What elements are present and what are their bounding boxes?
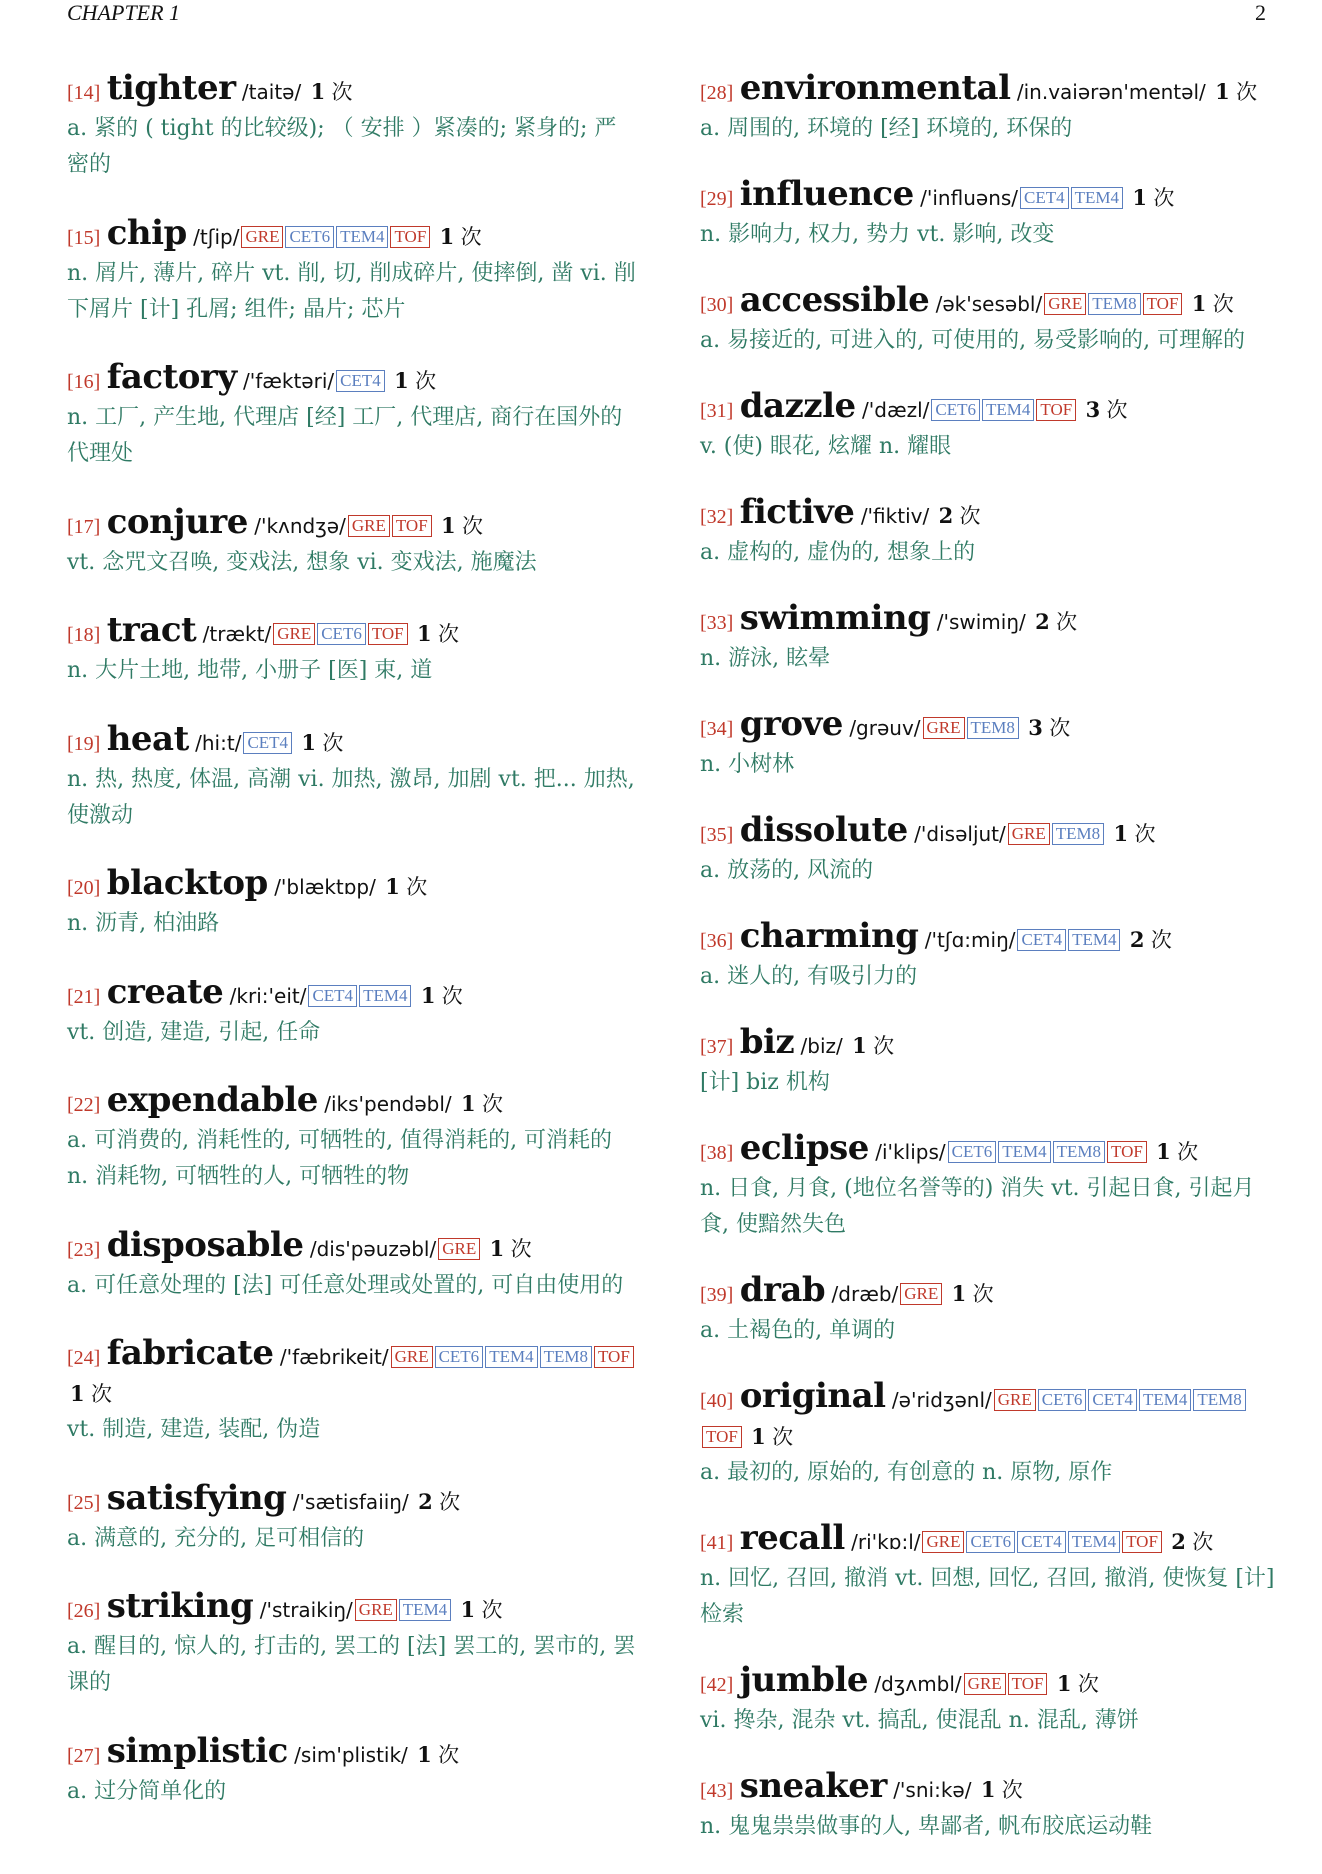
occurrence-count: 1: [394, 368, 409, 393]
exam-tag: TEM4: [336, 226, 388, 248]
count-unit: 次: [415, 369, 437, 393]
phonetic: /'tʃɑ:miŋ/: [924, 928, 1016, 952]
entry-headline: [67, 1082, 637, 1123]
count-unit: 次: [481, 1598, 503, 1622]
count-unit: 次: [1192, 1530, 1214, 1554]
exam-tag: GRE: [438, 1238, 480, 1260]
occurrence-count: 1: [420, 982, 436, 1008]
headword: drab: [739, 1270, 826, 1310]
entry-headline: [700, 282, 1275, 323]
headword: biz: [739, 1022, 795, 1062]
phonetic: /'fæktəri/: [242, 369, 335, 393]
entry-headline: [67, 1588, 637, 1629]
definition: a. 易接近的, 可进入的, 可使用的, 易受影响的, 可理解的: [700, 328, 1246, 353]
exam-tag: TOF: [1107, 1141, 1147, 1163]
entry-index: [35]: [700, 824, 734, 846]
phonetic: /hi:t/: [195, 730, 242, 755]
occurrence-count: 2: [418, 1488, 433, 1514]
entry-index: [17]: [67, 515, 101, 538]
count-unit: 次: [1212, 292, 1234, 316]
entry-index: [14]: [67, 82, 101, 104]
entry-index: [37]: [700, 1036, 734, 1058]
count-unit: 次: [439, 1489, 461, 1514]
headword: fictive: [739, 492, 855, 532]
count-unit: 次: [1177, 1140, 1199, 1164]
exam-tag: TEM8: [1088, 293, 1140, 315]
word-entry: [67, 718, 637, 834]
exam-tag: TEM4: [1068, 929, 1120, 951]
occurrence-count: 1: [1156, 1139, 1171, 1164]
phonetic: /grəuv/: [849, 716, 921, 740]
count-unit: 次: [1077, 1672, 1099, 1696]
count-unit: 次: [972, 1282, 994, 1306]
count-unit: 次: [1056, 610, 1078, 634]
entry-headline: [67, 70, 637, 111]
definition: a. 最初的, 原始的, 有创意的 n. 原物, 原作: [700, 1460, 1113, 1485]
word-entry: [67, 971, 637, 1051]
exam-tag: GRE: [391, 1346, 433, 1368]
word-entry: [67, 1335, 637, 1448]
count-unit: 次: [441, 983, 463, 1008]
exam-tag: TEM4: [1071, 187, 1123, 209]
entry-index: [41]: [700, 1532, 734, 1554]
exam-tag: TOF: [368, 623, 408, 645]
count-unit: 次: [90, 1382, 112, 1406]
exam-tag: GRE: [922, 1531, 964, 1553]
definition: n. 影响力, 权力, 势力 vt. 影响, 改变: [700, 222, 1055, 247]
definition: a. 迷人的, 有吸引力的: [700, 964, 918, 989]
word-entry: [700, 600, 1275, 677]
entry-index: [16]: [67, 371, 101, 393]
definition: a. 可消费的, 消耗性的, 可牺牲的, 值得消耗的, 可消耗的 n. 消耗物, 可牺牲的人, 可牺牲的物: [67, 1128, 613, 1189]
definition: a. 土褐色的, 单调的: [700, 1318, 896, 1343]
word-entry: [700, 1378, 1275, 1491]
left-column: [67, 70, 637, 1841]
exam-tag: TEM8: [1053, 1141, 1105, 1163]
headword: environmental: [739, 68, 1011, 108]
count-unit: 次: [322, 730, 344, 755]
occurrence-count: 3: [1028, 715, 1043, 740]
exam-tag: TOF: [1008, 1673, 1048, 1695]
exam-tag: TEM4: [1139, 1389, 1191, 1411]
phonetic: /ri'kɒ:l/: [851, 1530, 921, 1554]
definition: v. (使) 眼花, 炫耀 n. 耀眼: [700, 434, 952, 459]
entry-index: [31]: [700, 400, 734, 422]
page-header: [67, 0, 1266, 28]
headword: dazzle: [739, 386, 856, 426]
entry-index: [30]: [700, 294, 734, 316]
definition: vt. 创造, 建造, 引起, 任命: [67, 1019, 321, 1045]
entry-index: [33]: [700, 612, 734, 634]
definition: vi. 搀杂, 混杂 vt. 搞乱, 使混乱 n. 混乱, 薄饼: [700, 1708, 1139, 1733]
definition: n. 沥青, 柏油路: [67, 911, 220, 936]
definition: vt. 念咒文召唤, 变戏法, 想象 vi. 变戏法, 施魔法: [67, 549, 537, 575]
word-entry: [700, 812, 1275, 889]
occurrence-count: 1: [310, 79, 326, 104]
headword: disposable: [106, 1224, 304, 1265]
exam-tag: CET6: [948, 1141, 997, 1163]
entry-index: [21]: [67, 985, 101, 1008]
definition: n. 日食, 月食, (地位名誉等的) 消失 vt. 引起日食, 引起月食, 使黯然失色: [700, 1176, 1255, 1237]
exam-tag: GRE: [1008, 823, 1050, 845]
headword: create: [106, 971, 224, 1012]
word-entry: [700, 918, 1275, 995]
occurrence-count: 1: [1132, 185, 1148, 210]
entry-index: [23]: [67, 1238, 101, 1261]
definition: n. 屑片, 薄片, 碎片 vt. 削, 切, 削成碎片, 使摔倒, 凿 vi. 削下屑片 [计] 孔屑; 组件; 晶片; 芯片: [67, 260, 636, 322]
entry-index: [20]: [67, 877, 101, 899]
exam-tag: CET6: [931, 399, 980, 421]
exam-tag: GRE: [348, 515, 390, 537]
phonetic: /sim'plistik/: [294, 1742, 408, 1767]
word-entry: [700, 1130, 1275, 1243]
phonetic: /taitə/: [241, 80, 302, 104]
entry-headline: [67, 212, 637, 256]
page-number: 2: [1255, 0, 1266, 25]
phonetic: /'dæzl/: [862, 398, 930, 422]
occurrence-count: 1: [751, 1424, 766, 1449]
exam-tag: TEM4: [485, 1346, 537, 1368]
headword: conjure: [106, 501, 248, 542]
exam-tag: CET6: [1038, 1389, 1087, 1411]
phonetic: /'fæbrikeit/: [279, 1345, 389, 1369]
entry-index: [22]: [67, 1094, 101, 1116]
occurrence-count: 1: [417, 621, 432, 646]
entry-headline: [700, 494, 1275, 535]
entry-headline: [700, 70, 1275, 111]
word-entry: [67, 501, 637, 581]
exam-tag: GRE: [923, 717, 965, 739]
right-column: [700, 70, 1275, 1874]
entry-headline: [700, 1378, 1275, 1455]
definition: n. 鬼鬼祟祟做事的人, 卑鄙者, 帆布胶底运动鞋: [700, 1814, 1153, 1839]
word-entry: [67, 1224, 637, 1304]
entry-headline: [67, 1224, 637, 1268]
count-unit: 次: [460, 224, 482, 249]
entry-headline: [700, 1520, 1275, 1561]
entry-index: [24]: [67, 1347, 101, 1369]
entry-headline: [700, 1272, 1275, 1313]
phonetic: /'disəljut/: [914, 822, 1006, 846]
entry-index: [40]: [700, 1390, 734, 1412]
headword: heat: [106, 718, 189, 759]
phonetic: /biz/: [800, 1034, 843, 1058]
headword: simplistic: [106, 1730, 288, 1771]
count-unit: 次: [406, 875, 428, 899]
exam-tag: GRE: [241, 226, 283, 248]
headword: tract: [106, 610, 197, 650]
phonetic: /'sni:kə/: [893, 1778, 972, 1802]
word-entry: [700, 282, 1275, 359]
phonetic: /dis'pəuzəbl/: [309, 1236, 437, 1261]
occurrence-count: 2: [1171, 1529, 1186, 1554]
exam-tag: TEM8: [1052, 823, 1104, 845]
phonetic: /dræb/: [831, 1282, 899, 1306]
entry-headline: [67, 1730, 637, 1774]
entry-index: [42]: [700, 1674, 734, 1696]
occurrence-count: 1: [70, 1381, 85, 1406]
definition: a. 周围的, 环境的 [经] 环境的, 环保的: [700, 116, 1073, 141]
entry-index: [25]: [67, 1491, 101, 1514]
count-unit: 次: [772, 1425, 794, 1449]
exam-tag: GRE: [900, 1283, 942, 1305]
definition: n. 回忆, 召回, 撤消 vt. 回想, 回忆, 召回, 撤消, 使恢复 [计] 检索: [700, 1566, 1275, 1627]
occurrence-count: 1: [951, 1281, 967, 1306]
definition: a. 醒目的, 惊人的, 打击的, 罢工的 [法] 罢工的, 罢市的, 罢课的: [67, 1634, 636, 1695]
headword: accessible: [739, 280, 930, 320]
occurrence-count: 1: [417, 1741, 432, 1767]
occurrence-count: 1: [461, 1091, 476, 1116]
entry-index: [15]: [67, 226, 101, 249]
headword: eclipse: [739, 1128, 869, 1168]
entry-index: [39]: [700, 1284, 734, 1306]
occurrence-count: 1: [1215, 79, 1230, 104]
word-entry: [67, 212, 637, 328]
word-entry: [700, 1662, 1275, 1739]
exam-tag: CET6: [435, 1346, 484, 1368]
exam-tag: TOF: [702, 1426, 742, 1448]
phonetic: /tʃip/: [193, 224, 240, 249]
exam-tag: TOF: [392, 515, 432, 537]
word-entry: [67, 1477, 637, 1557]
occurrence-count: 1: [301, 729, 317, 755]
headword: dissolute: [739, 810, 908, 850]
definition: a. 放荡的, 风流的: [700, 858, 874, 883]
word-entry: [700, 494, 1275, 571]
count-unit: 次: [482, 1092, 504, 1116]
exam-tag: CET4: [1017, 1531, 1066, 1553]
occurrence-count: 2: [1129, 927, 1145, 952]
count-unit: 次: [1001, 1778, 1023, 1802]
word-entry: [700, 706, 1275, 783]
entry-headline: [67, 612, 637, 653]
occurrence-count: 1: [460, 1597, 476, 1622]
occurrence-count: 1: [489, 1235, 505, 1261]
word-entry: [700, 1024, 1275, 1101]
exam-tag: GRE: [355, 1599, 397, 1621]
entry-index: [38]: [700, 1142, 734, 1164]
phonetic: /ə'ridʒənl/: [891, 1388, 992, 1412]
count-unit: 次: [1106, 398, 1128, 422]
word-entry: [700, 1272, 1275, 1349]
occurrence-count: 2: [1035, 609, 1050, 634]
entry-index: [18]: [67, 624, 101, 646]
occurrence-count: 2: [938, 503, 954, 528]
count-unit: 次: [331, 80, 353, 104]
count-unit: 次: [438, 1742, 460, 1767]
occurrence-count: 1: [441, 512, 456, 538]
exam-tag: GRE: [994, 1389, 1036, 1411]
exam-tag: TOF: [1036, 399, 1076, 421]
count-unit: 次: [1153, 186, 1175, 210]
entry-index: [26]: [67, 1600, 101, 1622]
exam-tag: CET4: [308, 985, 357, 1007]
headword: expendable: [106, 1080, 318, 1120]
chapter-title: CHAPTER 1: [67, 0, 181, 25]
entry-index: [19]: [67, 732, 101, 755]
entry-index: [29]: [700, 188, 734, 210]
phonetic: /dʒʌmbl/: [874, 1672, 962, 1696]
phonetic: /'swimiŋ/: [936, 610, 1026, 634]
count-unit: 次: [959, 504, 981, 528]
word-entry: [700, 70, 1275, 147]
exam-tag: TEM4: [998, 1141, 1050, 1163]
entry-index: [34]: [700, 718, 734, 740]
headword: original: [739, 1376, 886, 1416]
count-unit: 次: [510, 1236, 532, 1261]
entry-headline: [67, 865, 637, 906]
exam-tag: TEM4: [359, 985, 411, 1007]
definition: a. 过分简单化的: [67, 1778, 227, 1804]
phonetic: /i'klips/: [875, 1140, 946, 1164]
phonetic: /iks'pendəbl/: [324, 1092, 452, 1116]
word-entry: [700, 1768, 1275, 1845]
word-entry: [67, 1730, 637, 1810]
count-unit: 次: [1134, 822, 1156, 846]
headword: influence: [739, 174, 914, 214]
definition: a. 紧的 ( tight 的比较级); （ 安排 ）紧凑的; 紧身的; 严密的: [67, 116, 617, 177]
entry-headline: [700, 812, 1275, 853]
headword: satisfying: [106, 1477, 287, 1518]
exam-tag: TEM8: [1193, 1389, 1245, 1411]
entry-index: [43]: [700, 1780, 734, 1802]
entry-headline: [700, 1662, 1275, 1703]
count-unit: 次: [437, 622, 459, 646]
definition: n. 小树林: [700, 752, 795, 777]
occurrence-count: 1: [1113, 821, 1129, 846]
entry-index: [36]: [700, 930, 734, 952]
count-unit: 次: [1049, 716, 1071, 740]
entry-index: [32]: [700, 506, 734, 528]
entry-headline: [700, 1130, 1275, 1171]
entry-headline: [700, 1768, 1275, 1809]
phonetic: /ək'sesəbl/: [935, 292, 1043, 316]
entry-headline: [700, 600, 1275, 641]
occurrence-count: 1: [852, 1033, 867, 1058]
count-unit: 次: [873, 1034, 895, 1058]
headword: jumble: [739, 1660, 869, 1700]
exam-tag: TOF: [1143, 293, 1183, 315]
occurrence-count: 3: [1085, 397, 1101, 422]
headword: swimming: [739, 598, 931, 638]
entry-headline: [67, 718, 637, 762]
entry-index: [28]: [700, 82, 734, 104]
entry-headline: [700, 176, 1275, 217]
count-unit: 次: [1236, 80, 1258, 104]
exam-tag: GRE: [1044, 293, 1086, 315]
phonetic: /'blæktɒp/: [274, 875, 376, 899]
headword: fabricate: [106, 1333, 274, 1373]
headword: tighter: [106, 68, 236, 108]
definition: a. 虚构的, 虚伪的, 想象上的: [700, 540, 976, 565]
entry-headline: [700, 918, 1275, 959]
headword: striking: [106, 1586, 254, 1626]
occurrence-count: 1: [1191, 291, 1207, 316]
occurrence-count: 1: [980, 1777, 996, 1802]
exam-tag: TEM4: [982, 399, 1034, 421]
headword: grove: [739, 704, 843, 744]
headword: blacktop: [106, 863, 268, 903]
exam-tag: CET4: [1020, 187, 1069, 209]
headword: factory: [106, 357, 237, 397]
exam-tag: TOF: [390, 226, 430, 248]
phonetic: /'straikiŋ/: [259, 1598, 353, 1622]
occurrence-count: 1: [439, 223, 455, 249]
definition: n. 大片土地, 地带, 小册子 [医] 束, 道: [67, 658, 433, 683]
word-entry: [700, 388, 1275, 465]
definition: [计] biz 机构: [700, 1070, 830, 1095]
word-entry: [67, 70, 637, 183]
count-unit: 次: [462, 513, 483, 538]
phonetic: /kri:'eit/: [229, 983, 307, 1008]
exam-tag: GRE: [273, 623, 315, 645]
definition: n. 工厂, 产生地, 代理店 [经] 工厂, 代理店, 商行在国外的代理处: [67, 405, 623, 466]
exam-tag: TEM8: [967, 717, 1019, 739]
phonetic: /'influəns/: [920, 186, 1019, 210]
count-unit: 次: [1150, 928, 1172, 952]
exam-tag: TOF: [1122, 1531, 1162, 1553]
definition: a. 可任意处理的 [法] 可任意处理或处置的, 可自由使用的: [67, 1272, 624, 1298]
word-entry: [67, 359, 637, 472]
definition: n. 游泳, 眩晕: [700, 646, 831, 671]
entry-headline: [67, 1335, 637, 1412]
word-entry: [700, 176, 1275, 253]
headword: charming: [739, 916, 919, 956]
exam-tag: TEM4: [399, 1599, 451, 1621]
phonetic: /in.vaiərən'mentəl/: [1016, 80, 1206, 104]
entry-index: [27]: [67, 1744, 101, 1767]
exam-tag: CET4: [336, 370, 385, 392]
exam-tag: CET6: [966, 1531, 1015, 1553]
headword: chip: [106, 212, 187, 253]
word-entry: [67, 1588, 637, 1701]
exam-tag: TEM8: [540, 1346, 592, 1368]
entry-headline: [67, 1477, 637, 1521]
word-entry: [700, 1520, 1275, 1633]
exam-tag: CET4: [1017, 929, 1066, 951]
headword: recall: [739, 1518, 845, 1558]
exam-tag: CET4: [243, 732, 292, 754]
phonetic: /'sætisfaiiŋ/: [292, 1489, 409, 1514]
exam-tag: TOF: [594, 1346, 634, 1368]
phonetic: /'kʌndʒə/: [254, 513, 346, 538]
entry-headline: [67, 501, 637, 545]
entry-headline: [67, 971, 637, 1015]
exam-tag: CET6: [285, 226, 334, 248]
definition: a. 满意的, 充分的, 足可相信的: [67, 1525, 365, 1551]
word-entry: [67, 612, 637, 689]
entry-headline: [700, 388, 1275, 429]
exam-tag: TEM4: [1068, 1531, 1120, 1553]
entry-headline: [67, 359, 637, 400]
exam-tag: CET4: [1088, 1389, 1137, 1411]
entry-headline: [700, 1024, 1275, 1065]
occurrence-count: 1: [385, 874, 400, 899]
exam-tag: GRE: [964, 1673, 1006, 1695]
word-entry: [67, 1082, 637, 1195]
occurrence-count: 1: [1056, 1671, 1072, 1696]
entry-headline: [700, 706, 1275, 747]
phonetic: /'fiktiv/: [860, 504, 930, 528]
word-entry: [67, 865, 637, 942]
definition: n. 热, 热度, 体温, 高潮 vi. 加热, 激昂, 加剧 vt. 把... 加热, 使激动: [67, 766, 635, 828]
exam-tag: CET6: [317, 623, 366, 645]
headword: sneaker: [739, 1766, 887, 1806]
definition: vt. 制造, 建造, 装配, 伪造: [67, 1417, 321, 1442]
phonetic: /trækt/: [202, 622, 272, 646]
